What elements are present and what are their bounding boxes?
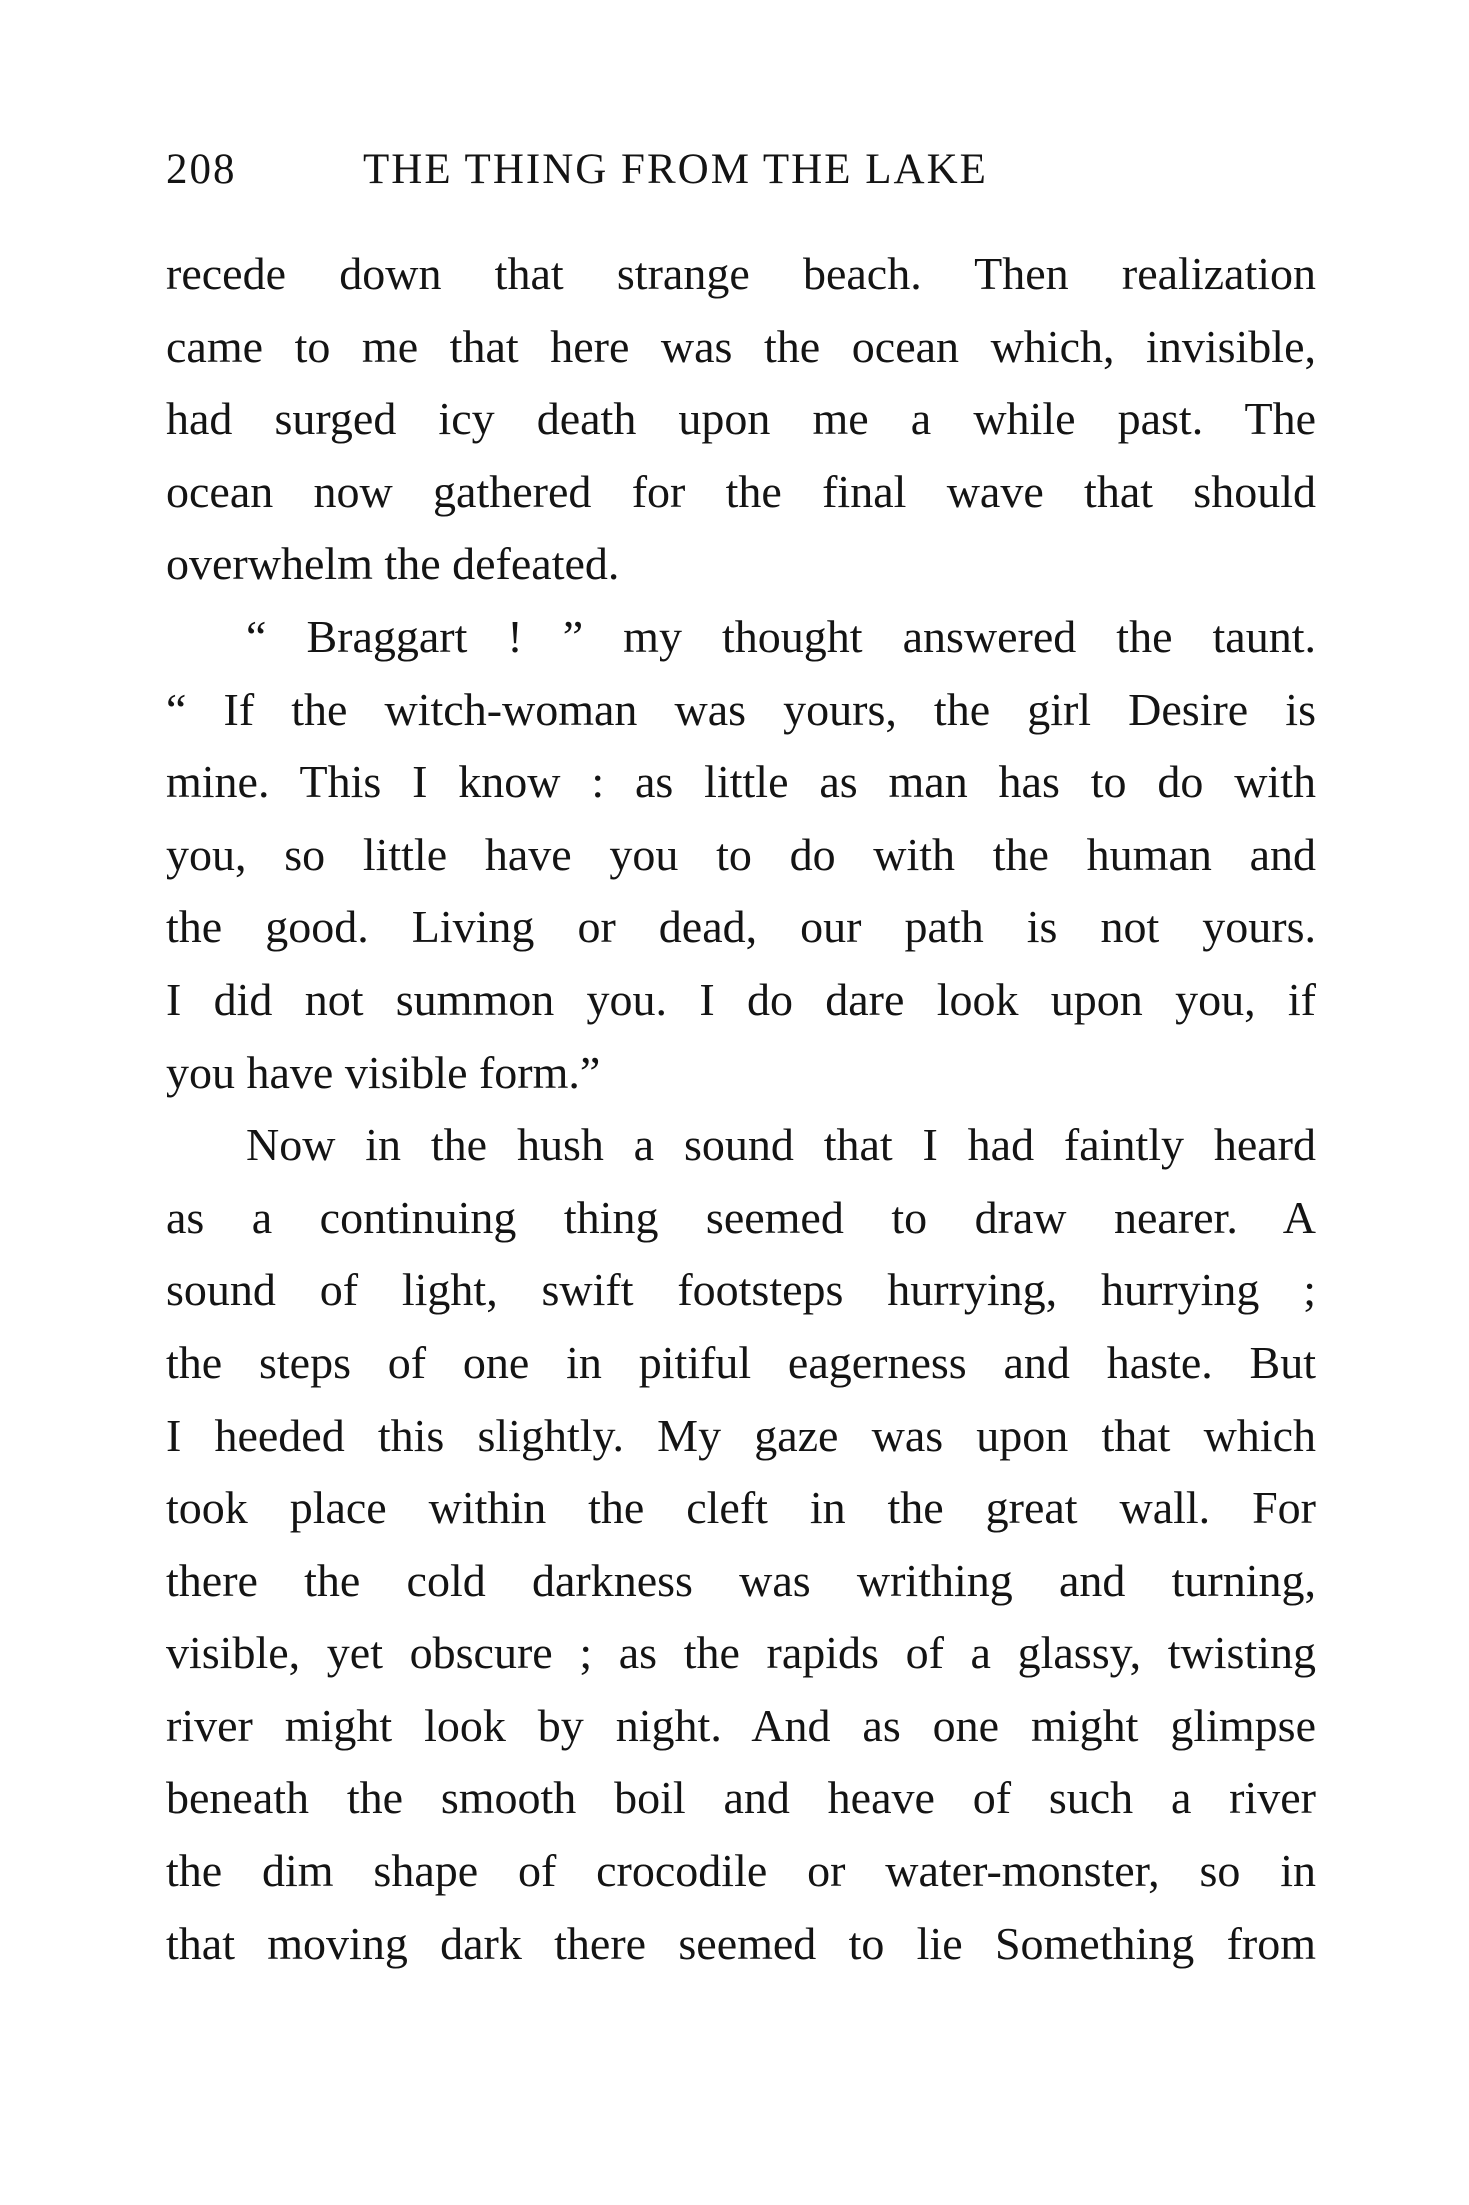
text-line: “ Braggart ! ” my thought answered the taunt. [246, 610, 1316, 662]
text-line: that moving dark there seemed to lie Something from [166, 1917, 1316, 1969]
page-header [166, 145, 1326, 195]
text-line: beneath the smooth boil and heave of such a river [166, 1772, 1316, 1824]
text-line: mine. This I know : as little as man has to do with [166, 756, 1316, 808]
page-number: 208 [166, 146, 237, 193]
text-line: came to me that here was the ocean which, invisible, [166, 320, 1316, 372]
running-title: THE THING FROM THE LAKE [363, 146, 988, 193]
paragraph [166, 238, 1316, 601]
text-line: took place within the cleft in the great wall. For [166, 1482, 1316, 1534]
text-line: the good. Living or dead, our path is not yours. [166, 901, 1316, 953]
text-line: sound of light, swift footsteps hurrying, hurrying ; [166, 1264, 1316, 1316]
text-line: the dim shape of crocodile or water-monster, so in [166, 1845, 1316, 1897]
text-line: there the cold darkness was writhing and turning, [166, 1554, 1316, 1606]
text-line: ocean now gathered for the final wave that should [166, 465, 1316, 517]
text-line: had surged icy death upon me a while past. The [166, 393, 1316, 445]
text-line: I heeded this slightly. My gaze was upon that which [166, 1409, 1316, 1461]
text-line: you have visible form.” [166, 1046, 601, 1098]
text-line: recede down that strange beach. Then realization [166, 248, 1316, 299]
text-line: Now in the hush a sound that I had faintly heard [246, 1119, 1316, 1171]
text-line: river might look by night. And as one might glimpse [166, 1699, 1316, 1751]
paragraph [166, 1109, 1316, 1980]
text-line: overwhelm the defeated. [166, 538, 620, 590]
body-text [166, 238, 1316, 1980]
text-line: “ If the witch-woman was yours, the girl Desire is [166, 683, 1316, 735]
text-line: as a continuing thing seemed to draw nearer. A [166, 1191, 1316, 1243]
text-line: I did not summon you. I do dare look upon you, if [166, 973, 1316, 1025]
paragraph [166, 601, 1316, 1109]
text-line: visible, yet obscure ; as the rapids of a glassy, twisting [166, 1627, 1316, 1679]
text-line: the steps of one in pitiful eagerness and haste. But [166, 1336, 1316, 1388]
text-line: you, so little have you to do with the human and [166, 828, 1316, 880]
